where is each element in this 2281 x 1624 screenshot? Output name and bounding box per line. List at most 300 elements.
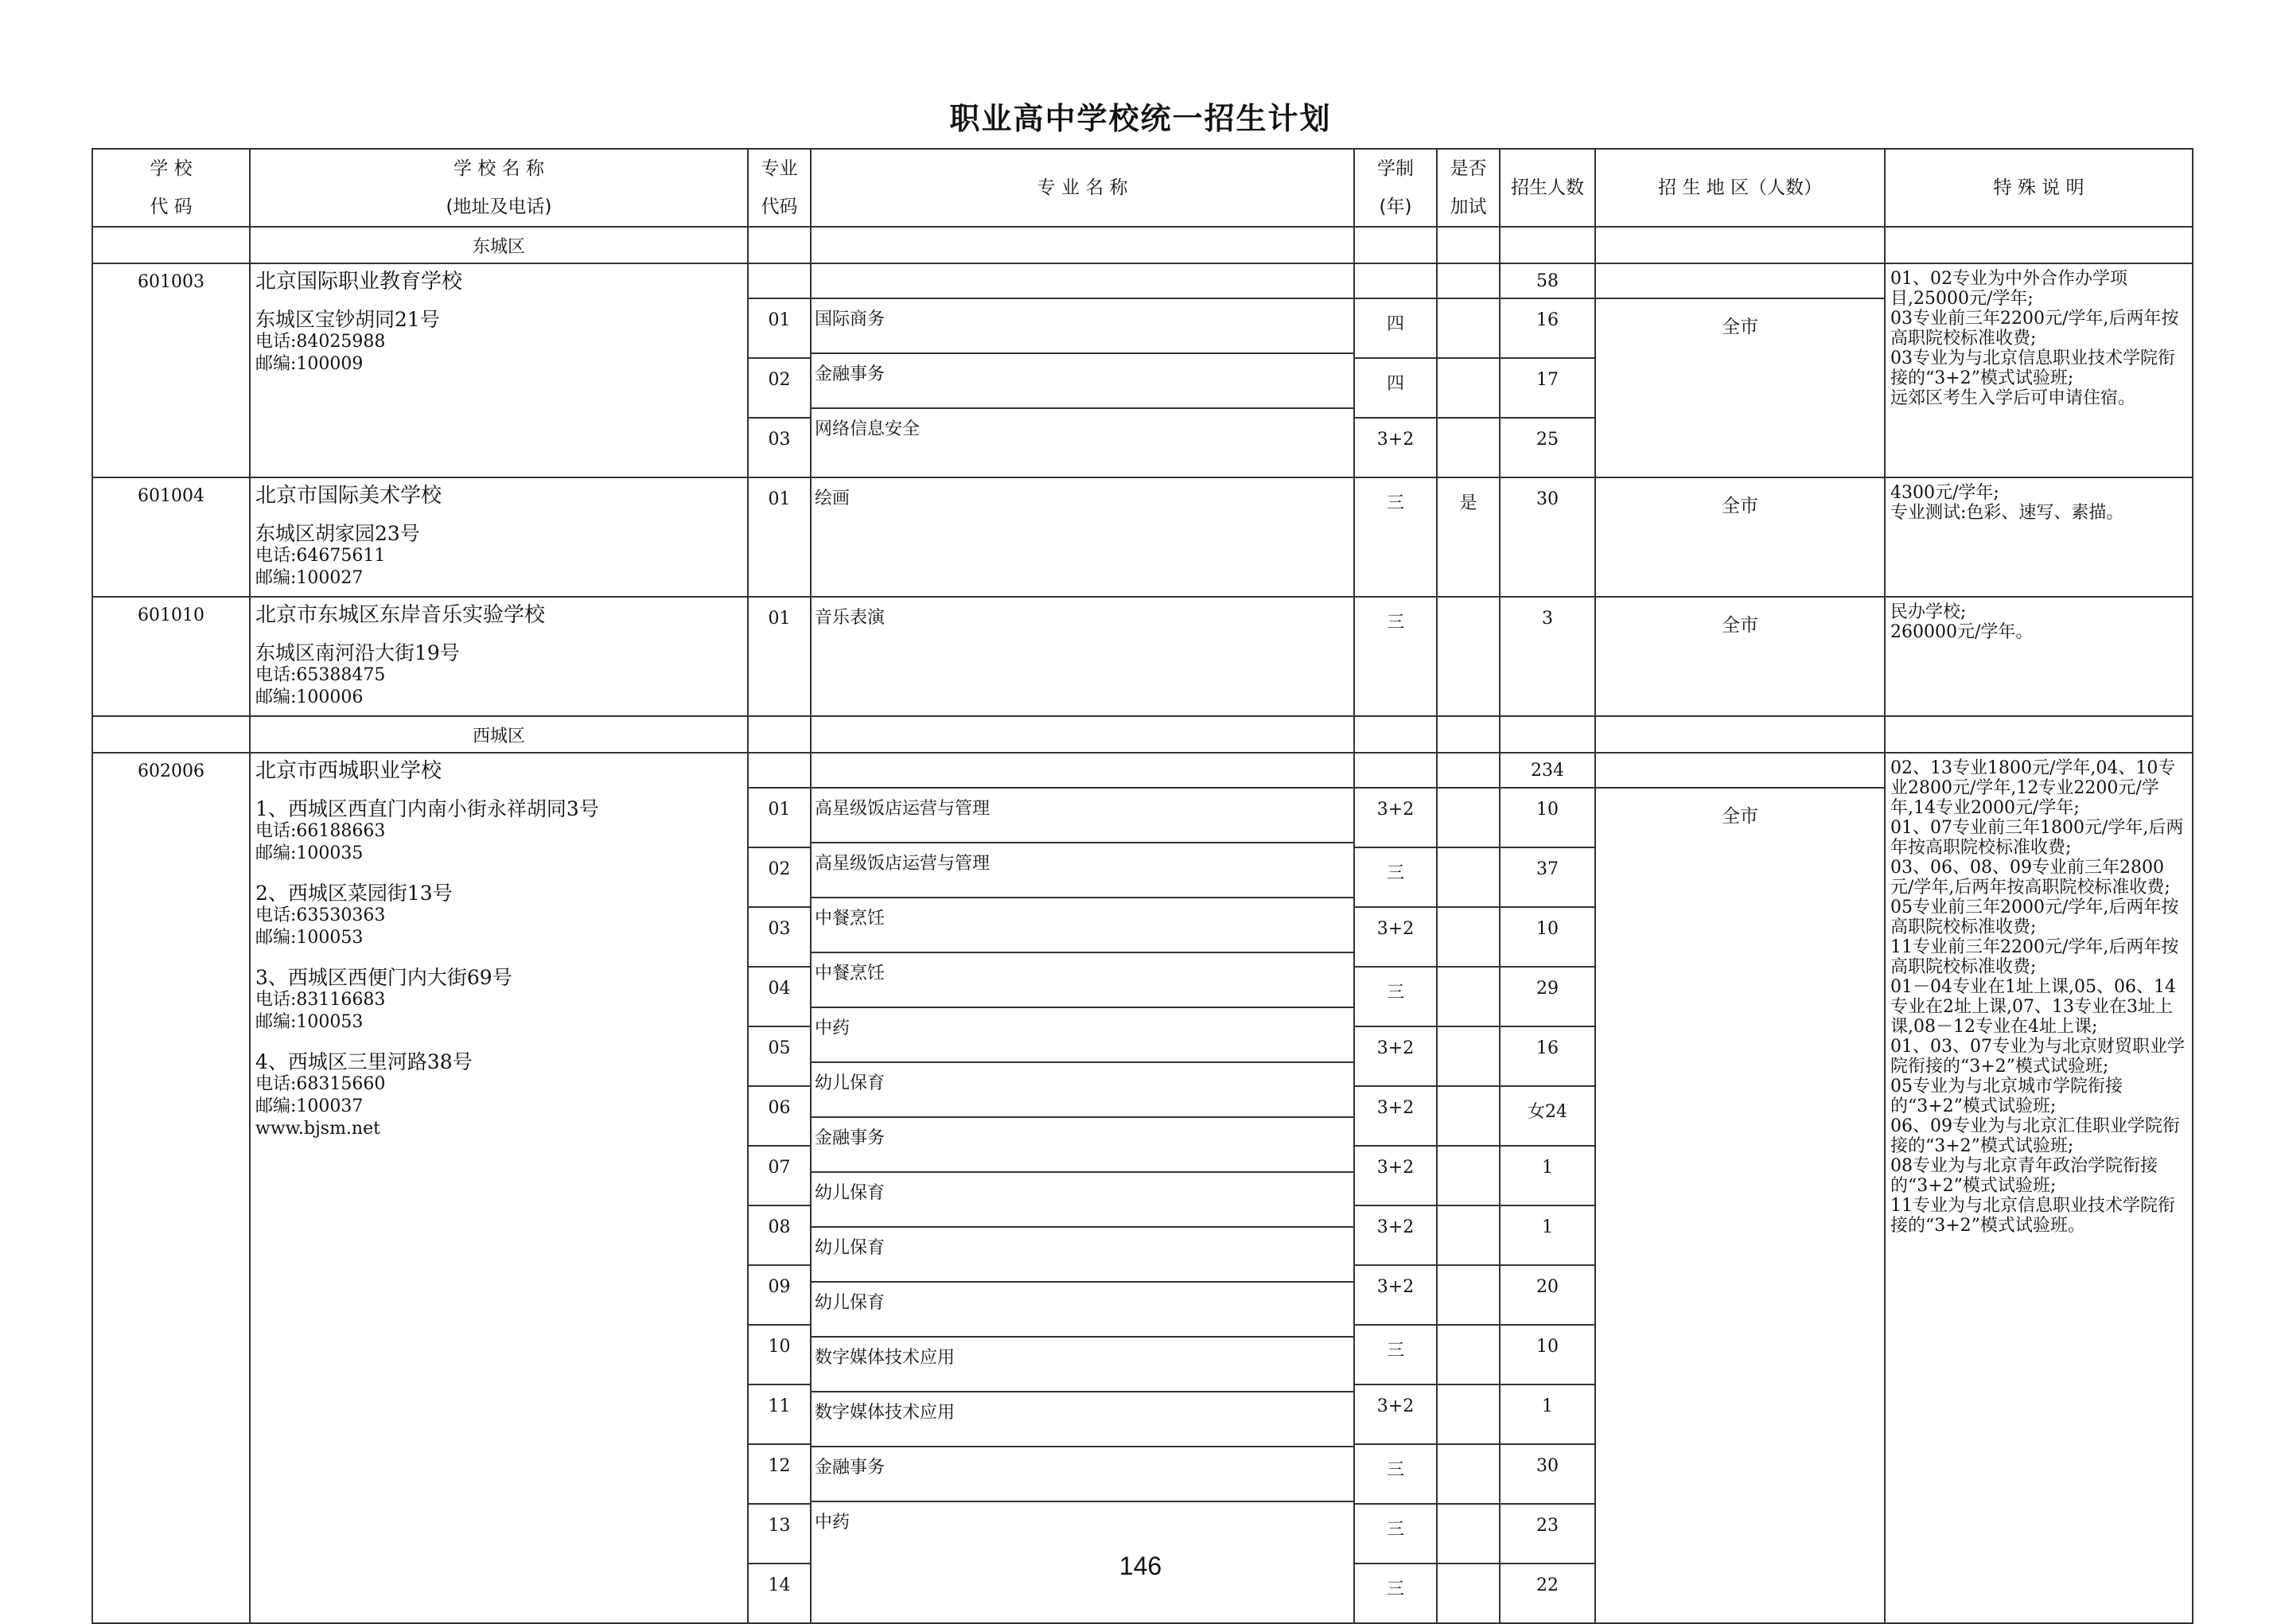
- note-line: 05专业前三年2000元/学年,后两年按高职院校标准收费;: [1890, 898, 2179, 937]
- school-row: [92, 753, 2193, 1623]
- major-count: 23: [1501, 1504, 1594, 1564]
- enrollment-plan-table: [91, 148, 2193, 1624]
- note-line: 01－04专业在1址上课,05、06、14专业在2址上课,07、13专业在3址上课,08－12专业在4址上课;: [1890, 977, 2176, 1037]
- special-notes: [1885, 597, 2193, 716]
- major-name: 高星级饭店运营与管理: [812, 843, 1353, 898]
- major-code: 08: [749, 1205, 810, 1265]
- major-name: 绘画: [815, 489, 851, 508]
- major-duration: 三: [1355, 1444, 1436, 1504]
- major-row: [1438, 478, 1499, 514]
- major-row: [812, 598, 1353, 629]
- note-line: 06、09专业为与北京汇佳职业学院衔接的“3+2”模式试验班;: [1890, 1116, 2180, 1156]
- major-duration: 3+2: [1355, 1026, 1436, 1086]
- major-extra-test-column: [1437, 753, 1500, 1623]
- major-row: [1438, 1444, 1499, 1504]
- major-row: [1355, 418, 1436, 477]
- major-duration: 四: [1355, 358, 1436, 418]
- header-school-name: 学 校 名 称 (地址及电话): [250, 149, 748, 227]
- major-row: [812, 1007, 1353, 1062]
- major-duration: 三: [1355, 1504, 1436, 1564]
- major-name: 幼儿保育: [812, 1282, 1353, 1337]
- school-row: [92, 477, 2193, 597]
- note-line: 民办学校;: [1890, 602, 1967, 622]
- district-blank: [748, 227, 811, 263]
- school-website: www.bjsm.net: [255, 1119, 380, 1139]
- major-row: [1438, 598, 1499, 609]
- header-major-code: 专业 代码: [748, 149, 811, 227]
- major-row: [1501, 1026, 1594, 1086]
- major-row: [812, 1227, 1353, 1282]
- major-row: [1438, 1086, 1499, 1146]
- major-count: 17: [1501, 358, 1594, 418]
- school-phone: 电话:66188663: [255, 821, 386, 841]
- major-name: 音乐表演: [815, 608, 886, 628]
- major-count: 10: [1501, 788, 1594, 847]
- major-duration: 三: [1386, 493, 1404, 513]
- major-row: [1355, 788, 1436, 847]
- major-row: [812, 408, 1353, 462]
- major-row: [1355, 1325, 1436, 1384]
- major-row: [1438, 847, 1499, 907]
- major-row: [1438, 1146, 1499, 1205]
- major-row: [812, 1337, 1353, 1392]
- page-number: 146: [1119, 1552, 1162, 1580]
- major-row: [1355, 1384, 1436, 1444]
- address-block: [255, 309, 742, 376]
- school-info: [250, 753, 748, 1623]
- major-extra-test: [1438, 1205, 1499, 1265]
- major-duration: 3+2: [1355, 1384, 1436, 1444]
- major-duration-column: [1354, 263, 1437, 477]
- major-row: [1438, 907, 1499, 967]
- header-extra-test: 是否 加试: [1437, 149, 1500, 227]
- major-duration: 四: [1355, 298, 1436, 358]
- school-phone: 电话:83116683: [255, 990, 386, 1010]
- major-extra-test-column: [1437, 263, 1500, 477]
- note-line: 11专业为与北京信息职业技术学院衔接的“3+2”模式试验班。: [1890, 1196, 2175, 1236]
- major-row: [1355, 1026, 1436, 1086]
- major-row: [812, 478, 1353, 509]
- school-phone: 电话:84025988: [255, 332, 386, 352]
- major-extra-test: [1438, 847, 1499, 907]
- major-extra-test-column: [1437, 477, 1500, 597]
- school-name: 北京市东城区东岸音乐实验学校: [255, 603, 546, 627]
- major-row: [1438, 1384, 1499, 1444]
- major-code-column: [748, 263, 811, 477]
- special-notes: [1885, 477, 2193, 597]
- major-extra-test: [1438, 907, 1499, 967]
- major-code: 02: [749, 847, 810, 907]
- major-code: 10: [749, 1325, 810, 1384]
- district-blank: [811, 716, 1354, 753]
- major-row: [1438, 788, 1499, 847]
- major-code: 13: [749, 1504, 810, 1564]
- note-line: 4300元/学年;: [1890, 483, 1999, 503]
- major-row: [749, 418, 810, 477]
- enrollment-region: 全市: [1722, 496, 1758, 516]
- district-blank: [1354, 227, 1437, 263]
- major-row: [1355, 847, 1436, 907]
- major-code: 02: [749, 358, 810, 418]
- major-row: [749, 478, 810, 509]
- major-row: [749, 1265, 810, 1325]
- major-row: [1355, 1265, 1436, 1325]
- major-row: [812, 1172, 1353, 1227]
- major-code: 03: [749, 907, 810, 967]
- major-row: [1501, 418, 1594, 477]
- major-extra-test: [1438, 1325, 1499, 1384]
- major-row: [749, 358, 810, 418]
- total-blank: [1438, 264, 1499, 298]
- major-row: [1438, 1026, 1499, 1086]
- header-row: [92, 149, 2193, 227]
- major-count-column: [1500, 477, 1595, 597]
- school-name: 北京市国际美术学校: [255, 484, 442, 508]
- enrollment-region: 全市: [1722, 806, 1758, 827]
- major-duration: 三: [1355, 1325, 1436, 1384]
- major-row: [1438, 1265, 1499, 1325]
- note-line: 03专业前三年2200元/学年,后两年按高职院校标准收费;: [1890, 309, 2179, 349]
- major-row: [1501, 358, 1594, 418]
- major-count: 1: [1501, 1384, 1594, 1444]
- special-notes: [1885, 753, 2193, 1623]
- document-title: 职业高中学校统一招生计划: [949, 101, 1332, 136]
- total-blank: [1355, 754, 1436, 788]
- school-info: [250, 263, 748, 477]
- major-count-column: [1500, 597, 1595, 716]
- school-phone: 电话:65388475: [255, 665, 386, 685]
- district-blank: [92, 227, 250, 263]
- school-postcode: 邮编:100027: [255, 568, 364, 588]
- major-row: [1501, 847, 1594, 907]
- major-row: [1438, 1205, 1499, 1265]
- major-count: 3: [1542, 609, 1553, 629]
- school-name: 北京国际职业教育学校: [255, 270, 463, 294]
- major-name: 金融事务: [812, 1447, 1353, 1501]
- note-line: 01、03、07专业为与北京财贸职业学院衔接的“3+2”模式试验班;: [1890, 1037, 2185, 1077]
- district-blank: [1354, 716, 1437, 753]
- school-postcode: 邮编:100053: [255, 928, 364, 948]
- major-row: [1355, 358, 1436, 418]
- major-code: 12: [749, 1444, 810, 1504]
- district-blank: [1595, 227, 1885, 263]
- major-code: 06: [749, 1086, 810, 1146]
- total-blank: [812, 754, 1353, 788]
- major-count: 37: [1501, 847, 1594, 907]
- major-row: [1355, 967, 1436, 1026]
- major-count: 女24: [1501, 1086, 1594, 1146]
- major-count: 1: [1501, 1205, 1594, 1265]
- major-row: [812, 1117, 1353, 1172]
- total-blank: [749, 754, 810, 788]
- school-row: [92, 597, 2193, 716]
- major-name: 网络信息安全: [815, 419, 921, 439]
- special-notes: [1885, 263, 2193, 477]
- major-row: [749, 1146, 810, 1205]
- major-row: [749, 1384, 810, 1444]
- total-blank: [749, 264, 810, 298]
- school-address: 东城区胡家园23号: [255, 522, 420, 545]
- major-row: [1438, 1325, 1499, 1384]
- school-row: [92, 263, 2193, 477]
- major-extra-test: [1438, 598, 1499, 609]
- major-row: [749, 1026, 810, 1086]
- district-blank: [1500, 716, 1595, 753]
- district-name: 东城区: [250, 227, 748, 263]
- school-phone: 电话:64675611: [255, 546, 386, 566]
- major-duration: 3+2: [1355, 788, 1436, 847]
- major-code: 07: [749, 1146, 810, 1205]
- major-row: [749, 298, 810, 358]
- major-count: 25: [1536, 430, 1559, 450]
- major-row: [812, 1282, 1353, 1337]
- district-blank: [1595, 716, 1885, 753]
- note-line: 08专业为与北京青年政治学院衔接的“3+2”模式试验班;: [1890, 1156, 2158, 1196]
- school-postcode: 邮编:100035: [255, 843, 364, 863]
- major-duration: 3+2: [1355, 907, 1436, 967]
- region-spacer: [1596, 754, 1884, 789]
- major-count-column: [1500, 263, 1595, 477]
- district-blank: [1437, 716, 1500, 753]
- total-blank: [812, 264, 1353, 298]
- major-extra-test: 是: [1459, 493, 1477, 513]
- major-extra-test: [1438, 1384, 1499, 1444]
- major-code: 05: [749, 1026, 810, 1086]
- school-info: [250, 477, 748, 597]
- major-code-column: [748, 753, 811, 1623]
- major-row: [1501, 907, 1594, 967]
- major-name: 数字媒体技术应用: [812, 1337, 1353, 1392]
- major-duration-column: [1354, 597, 1437, 716]
- address-block: [255, 1051, 742, 1140]
- major-row: [749, 1444, 810, 1504]
- district-row: [92, 716, 2193, 753]
- major-row: [812, 898, 1353, 952]
- major-row: [812, 788, 1353, 843]
- major-extra-test: [1438, 298, 1499, 358]
- major-name: 幼儿保育: [812, 1227, 1353, 1282]
- major-row: [1355, 478, 1436, 514]
- major-duration: 三: [1355, 967, 1436, 1026]
- school-address: 东城区南河沿大街19号: [255, 641, 460, 664]
- major-row: [1501, 967, 1594, 1026]
- major-count: 10: [1501, 1325, 1594, 1384]
- school-code: 601010: [92, 597, 250, 716]
- school-address: 2、西城区菜园街13号: [255, 882, 453, 905]
- major-name: 国际商务: [812, 298, 1353, 353]
- district-blank: [748, 716, 811, 753]
- school-postcode: 邮编:100006: [255, 687, 364, 707]
- district-blank: [811, 227, 1354, 263]
- major-code: 01: [768, 609, 791, 629]
- major-row: [1355, 1146, 1436, 1205]
- major-count: 30: [1501, 1444, 1594, 1504]
- major-row: [749, 907, 810, 967]
- school-code: 601004: [92, 477, 250, 597]
- major-name: 数字媒体技术应用: [812, 1392, 1353, 1447]
- major-row: [1501, 1086, 1594, 1146]
- district-blank: [92, 716, 250, 753]
- major-name: 中药: [815, 1513, 851, 1532]
- major-duration: 3+2: [1355, 1146, 1436, 1205]
- major-duration-column: [1354, 477, 1437, 597]
- major-row: [1501, 598, 1594, 629]
- region-spacer: [1596, 264, 1884, 299]
- district-blank: [1885, 227, 2193, 263]
- major-row: [749, 967, 810, 1026]
- major-row: [1501, 298, 1594, 358]
- school-code: 602006: [92, 753, 250, 1623]
- major-duration: 三: [1355, 847, 1436, 907]
- table-body: [92, 227, 2193, 1623]
- major-row: [1501, 788, 1594, 847]
- major-count-column: [1500, 753, 1595, 1623]
- major-code: 14: [768, 1575, 791, 1595]
- major-extra-test: [1438, 1026, 1499, 1086]
- address-block: [255, 642, 742, 709]
- major-code: 01: [749, 788, 810, 847]
- major-name: 金融事务: [812, 1117, 1353, 1172]
- major-duration: 三: [1386, 1579, 1404, 1599]
- note-line: 03、06、08、09专业前三年2800元/学年,后两年按高职院校标准收费;: [1890, 858, 2170, 898]
- major-extra-test: [1438, 967, 1499, 1026]
- major-row: [812, 1392, 1353, 1447]
- region-column: [1595, 753, 1885, 1623]
- major-row: [1438, 967, 1499, 1026]
- school-address: 1、西城区西直门内南小街永祥胡同3号: [255, 797, 599, 820]
- major-extra-test: [1438, 1086, 1499, 1146]
- address-block: [255, 523, 742, 590]
- major-count: 16: [1501, 298, 1594, 358]
- major-duration: 3+2: [1355, 1205, 1436, 1265]
- major-duration: 3+2: [1355, 1086, 1436, 1146]
- major-name: 中餐烹饪: [812, 898, 1353, 952]
- major-row: [1355, 907, 1436, 967]
- major-row: [749, 847, 810, 907]
- major-row: [812, 353, 1353, 408]
- major-code: 09: [749, 1265, 810, 1325]
- note-line: 专业测试:色彩、速写、素描。: [1890, 503, 2124, 523]
- school-address: 4、西城区三里河路38号: [255, 1050, 473, 1073]
- major-row: [812, 952, 1353, 1007]
- header-region: 招 生 地 区（人数）: [1595, 149, 1885, 227]
- school-total: 58: [1501, 264, 1594, 298]
- major-extra-test: [1438, 1265, 1499, 1325]
- major-row: [1355, 1205, 1436, 1265]
- major-row: [749, 598, 810, 629]
- major-row: [1501, 1444, 1594, 1504]
- major-code-column: [748, 597, 811, 716]
- address-block: [255, 882, 742, 949]
- major-row: [1501, 1325, 1594, 1384]
- header-notes: 特 殊 说 明: [1885, 149, 2193, 227]
- major-name-column: [811, 753, 1354, 1623]
- major-row: [1501, 1205, 1594, 1265]
- major-row: [1501, 1265, 1594, 1325]
- major-row: [1355, 298, 1436, 358]
- region-column: [1595, 597, 1885, 716]
- header-enrollment: 招生人数: [1500, 149, 1595, 227]
- school-phone: 电话:63530363: [255, 905, 386, 925]
- note-line: 01、02专业为中外合作办学项目,25000元/学年;: [1890, 269, 2127, 309]
- school-postcode: 邮编:100009: [255, 354, 364, 374]
- total-blank: [1438, 754, 1499, 788]
- major-count: 22: [1536, 1575, 1559, 1595]
- major-extra-test: [1438, 418, 1499, 477]
- major-duration-column: [1354, 753, 1437, 1623]
- major-count: 1: [1501, 1146, 1594, 1205]
- major-row: [1501, 478, 1594, 509]
- major-row: [812, 1447, 1353, 1501]
- major-code: 01: [768, 489, 791, 509]
- address-block: [255, 798, 742, 865]
- school-name: 北京市西城职业学校: [255, 759, 442, 783]
- note-line: 02、13专业1800元/学年,04、10专业2800元/学年,12专业2200元/学年,14专业2000元/学年;: [1890, 758, 2176, 818]
- major-row: [1438, 418, 1499, 477]
- district-blank: [1500, 227, 1595, 263]
- major-row: [812, 843, 1353, 898]
- address-block: [255, 967, 742, 1034]
- major-row: [812, 298, 1353, 353]
- major-duration: 3+2: [1376, 430, 1415, 450]
- school-code: 601003: [92, 263, 250, 477]
- major-row: [749, 1086, 810, 1146]
- school-total: 234: [1501, 754, 1594, 788]
- major-code-column: [748, 477, 811, 597]
- enrollment-region: 全市: [1722, 615, 1758, 636]
- header-school-code: 学 校 代 码: [92, 149, 250, 227]
- major-name: 中药: [812, 1007, 1353, 1062]
- major-code: 01: [749, 298, 810, 358]
- major-duration: 三: [1386, 613, 1404, 633]
- major-extra-test: [1438, 1444, 1499, 1504]
- school-info: [250, 597, 748, 716]
- major-count: 20: [1501, 1265, 1594, 1325]
- major-count: 30: [1536, 489, 1559, 509]
- note-line: 11专业前三年2200元/学年,后两年按高职院校标准收费;: [1890, 937, 2179, 977]
- region-column: [1595, 477, 1885, 597]
- school-postcode: 邮编:100053: [255, 1012, 364, 1032]
- enrollment-region: 全市: [1722, 317, 1758, 337]
- major-row: [1355, 598, 1436, 633]
- note-line: 03专业为与北京信息职业技术学院衔接的“3+2”模式试验班;: [1890, 349, 2175, 388]
- major-extra-test: [1438, 1146, 1499, 1205]
- header-major-name: 专 业 名 称: [811, 149, 1354, 227]
- school-postcode: 邮编:100037: [255, 1096, 364, 1116]
- header-duration: 学制 (年): [1354, 149, 1437, 227]
- major-row: [1501, 1146, 1594, 1205]
- major-count: 16: [1501, 1026, 1594, 1086]
- major-row: [1438, 298, 1499, 358]
- major-row: [1355, 1444, 1436, 1504]
- major-row: [1355, 1086, 1436, 1146]
- note-line: 01、07专业前三年1800元/学年,后两年按高职院校标准收费;: [1890, 818, 2184, 858]
- major-row: [812, 1501, 1353, 1556]
- major-row: [1501, 1384, 1594, 1444]
- major-row: [749, 788, 810, 847]
- major-row: [812, 1062, 1353, 1117]
- major-extra-test-column: [1437, 597, 1500, 716]
- note-line: 260000元/学年。: [1890, 622, 2034, 642]
- major-name: 金融事务: [812, 353, 1353, 408]
- major-name: 高星级饭店运营与管理: [812, 788, 1353, 843]
- major-code: 03: [768, 430, 791, 450]
- district-row: [92, 227, 2193, 263]
- major-count: 10: [1501, 907, 1594, 967]
- major-extra-test: [1438, 358, 1499, 418]
- major-count: 29: [1501, 967, 1594, 1026]
- school-address: 东城区宝钞胡同21号: [255, 308, 440, 331]
